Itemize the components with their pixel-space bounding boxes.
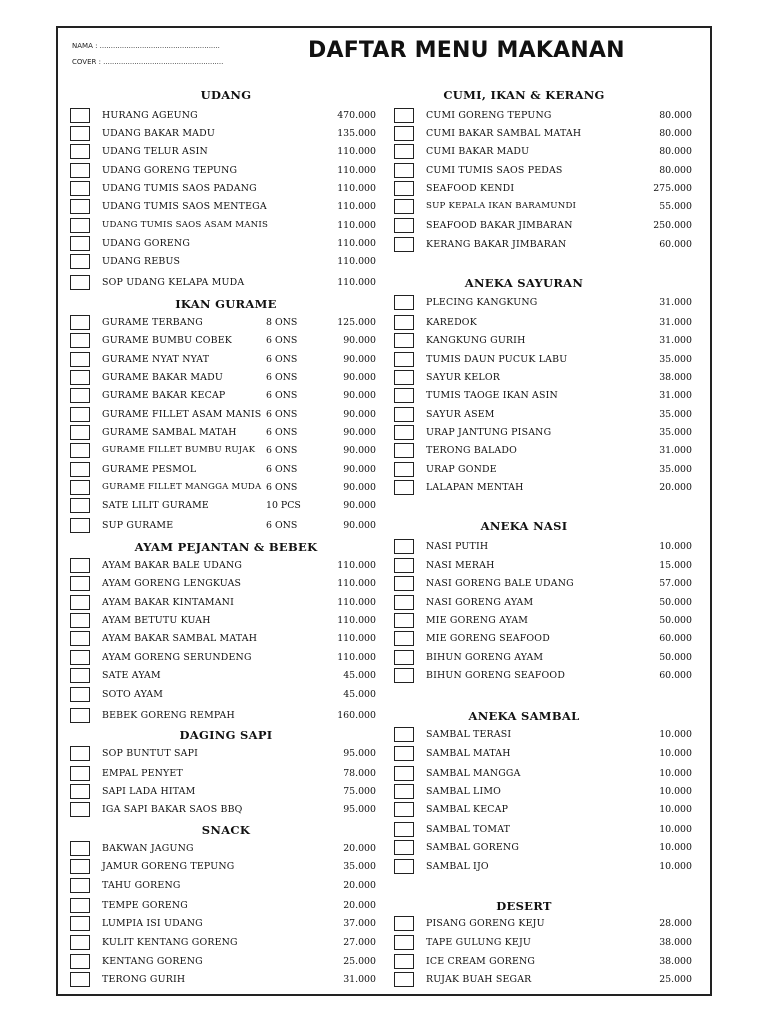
item-portion: 6 ONS [266, 335, 298, 346]
item-name: UDANG GORENG TEPUNG [102, 165, 238, 176]
menu-item [0, 843, 768, 859]
order-checkbox[interactable] [394, 916, 414, 931]
order-checkbox[interactable] [394, 802, 414, 817]
item-price: 10.000 [659, 861, 692, 872]
item-name: SATE AYAM [102, 670, 161, 681]
item-name: GURAME BUMBU COBEK [102, 335, 232, 346]
section-title: UDANG [200, 88, 252, 102]
menu-item [0, 298, 768, 314]
menu-item [0, 391, 768, 407]
item-price: 80.000 [659, 146, 692, 157]
item-name: SAPI LADA HITAM [102, 786, 196, 797]
item-price: 470.000 [337, 110, 376, 121]
menu-item [0, 111, 768, 127]
item-name: MIE GORENG AYAM [426, 615, 529, 626]
order-checkbox[interactable] [394, 126, 414, 141]
menu-item [0, 147, 768, 163]
order-checkbox[interactable] [394, 181, 414, 196]
menu-item [0, 579, 768, 595]
menu-item [0, 769, 768, 785]
item-name: TUMIS TAOGE IKAN ASIN [426, 390, 558, 401]
item-name: SEAFOOD KENDI [426, 183, 515, 194]
item-name: SAMBAL TERASI [426, 729, 512, 740]
order-checkbox[interactable] [394, 650, 414, 665]
item-name: LALAPAN MENTAH [426, 482, 524, 493]
cover-field-label: COVER : ...................................................... [72, 58, 224, 66]
order-checkbox[interactable] [394, 462, 414, 477]
item-price: 10.000 [659, 824, 692, 835]
item-name: JAMUR GORENG TEPUNG [102, 861, 235, 872]
order-checkbox[interactable] [394, 237, 414, 252]
item-price: 38.000 [659, 937, 692, 948]
item-price: 15.000 [659, 560, 692, 571]
item-portion: 6 ONS [266, 409, 298, 420]
item-name: UDANG GORENG [102, 238, 191, 249]
item-price: 20.000 [343, 880, 376, 891]
item-price: 110.000 [337, 578, 376, 589]
order-checkbox[interactable] [394, 746, 414, 761]
item-name: URAP JANTUNG PISANG [426, 427, 552, 438]
item-portion: 6 ONS [266, 427, 298, 438]
item-portion: 8 ONS [266, 317, 298, 328]
item-price: 10.000 [659, 786, 692, 797]
item-price: 110.000 [337, 615, 376, 626]
order-checkbox[interactable] [394, 480, 414, 495]
item-name: AYAM BAKAR SAMBAL MATAH [102, 633, 258, 644]
item-price: 10.000 [659, 804, 692, 815]
item-portion: 6 ONS [266, 390, 298, 401]
item-name: SAMBAL IJO [426, 861, 489, 872]
item-price: 95.000 [343, 748, 376, 759]
order-checkbox[interactable] [394, 631, 414, 646]
item-portion: 6 ONS [266, 520, 298, 531]
item-price: 20.000 [659, 482, 692, 493]
menu-item [0, 446, 768, 462]
menu-item [0, 730, 768, 746]
order-checkbox[interactable] [70, 687, 90, 702]
section-title: ANEKA SAYURAN [464, 276, 584, 290]
item-price: 110.000 [337, 652, 376, 663]
item-name: AYAM GORENG SERUNDENG [102, 652, 252, 663]
item-name: PLECING KANGKUNG [426, 297, 538, 308]
item-price: 20.000 [343, 900, 376, 911]
item-portion: 10 PCS [266, 500, 301, 511]
item-name: KANGKUNG GURIH [426, 335, 526, 346]
order-checkbox[interactable] [394, 163, 414, 178]
item-name: LUMPIA ISI UDANG [102, 918, 203, 929]
item-name: SOP BUNTUT SAPI [102, 748, 198, 759]
item-price: 35.000 [659, 427, 692, 438]
menu-item [0, 257, 768, 273]
item-price: 31.000 [659, 390, 692, 401]
item-price: 35.000 [659, 464, 692, 475]
item-price: 60.000 [659, 670, 692, 681]
item-name: KAREDOK [426, 317, 477, 328]
item-name: AYAM BAKAR KINTAMANI [102, 597, 234, 608]
order-checkbox[interactable] [394, 108, 414, 123]
item-name: BAKWAN JAGUNG [102, 843, 194, 854]
item-portion: 6 ONS [266, 464, 298, 475]
item-price: 35.000 [343, 861, 376, 872]
section-title: DAGING SAPI [179, 728, 273, 742]
item-price: 25.000 [659, 974, 692, 985]
item-price: 50.000 [659, 615, 692, 626]
order-checkbox[interactable] [394, 972, 414, 987]
item-price: 110.000 [337, 183, 376, 194]
item-price: 90.000 [343, 427, 376, 438]
menu-item [0, 862, 768, 878]
order-checkbox[interactable] [394, 859, 414, 874]
item-name: TEMPE GORENG [102, 900, 188, 911]
menu-item [0, 919, 768, 935]
item-portion: 6 ONS [266, 482, 298, 493]
menu-item [0, 542, 768, 558]
item-name: SUP GURAME [102, 520, 174, 531]
menu-item [0, 938, 768, 954]
section-title: AYAM PEJANTAN & BEBEK [134, 540, 318, 554]
item-price: 50.000 [659, 652, 692, 663]
menu-item [0, 561, 768, 577]
item-name: NASI GORENG AYAM [426, 597, 534, 608]
menu-item [0, 957, 768, 973]
item-price: 37.000 [343, 918, 376, 929]
item-name: TERONG GURIH [102, 974, 186, 985]
item-price: 90.000 [343, 445, 376, 456]
item-name: SAMBAL MANGGA [426, 768, 521, 779]
item-name: URAP GONDE [426, 464, 497, 475]
item-price: 45.000 [343, 689, 376, 700]
item-price: 160.000 [337, 710, 376, 721]
section-title: IKAN GURAME [175, 297, 277, 311]
item-name: NASI PUTIH [426, 541, 489, 552]
item-name: TAHU GORENG [102, 880, 181, 891]
item-name: UDANG TUMIS SAOS MENTEGA [102, 201, 267, 212]
item-price: 110.000 [337, 597, 376, 608]
item-name: GURAME SAMBAL MATAH [102, 427, 237, 438]
item-portion: 6 ONS [266, 445, 298, 456]
item-price: 80.000 [659, 110, 692, 121]
order-checkbox[interactable] [70, 498, 90, 513]
order-checkbox[interactable] [394, 388, 414, 403]
item-price: 10.000 [659, 768, 692, 779]
item-portion: 6 ONS [266, 372, 298, 383]
item-name: CUMI BAKAR SAMBAL MATAH [426, 128, 582, 139]
item-name: GURAME TERBANG [102, 317, 203, 328]
item-name: GURAME NYAT NYAT [102, 354, 210, 365]
item-name: NASI MERAH [426, 560, 495, 571]
item-price: 80.000 [659, 165, 692, 176]
item-name: MIE GORENG SEAFOOD [426, 633, 550, 644]
order-checkbox[interactable] [394, 443, 414, 458]
section-title: ANEKA NASI [480, 519, 568, 533]
item-price: 55.000 [659, 201, 692, 212]
item-price: 20.000 [343, 843, 376, 854]
menu-item [0, 653, 768, 669]
item-name: SAYUR ASEM [426, 409, 495, 420]
order-checkbox[interactable] [394, 539, 414, 554]
order-checkbox[interactable] [394, 954, 414, 969]
item-name: AYAM BAKAR BALE UDANG [102, 560, 243, 571]
menu-item [0, 634, 768, 650]
order-checkbox[interactable] [394, 784, 414, 799]
item-price: 275.000 [653, 183, 692, 194]
order-checkbox[interactable] [394, 822, 414, 837]
item-name: EMPAL PENYET [102, 768, 183, 779]
item-price: 95.000 [343, 804, 376, 815]
order-checkbox[interactable] [394, 935, 414, 950]
item-price: 60.000 [659, 633, 692, 644]
item-price: 90.000 [343, 520, 376, 531]
item-name: SAMBAL GORENG [426, 842, 520, 853]
item-name: UDANG REBUS [102, 256, 181, 267]
menu-item [0, 598, 768, 614]
menu-item [0, 166, 768, 182]
item-name: CUMI BAKAR MADU [426, 146, 530, 157]
item-name: TERONG BALADO [426, 445, 517, 456]
menu-item [0, 184, 768, 200]
menu-item [0, 129, 768, 145]
item-price: 110.000 [337, 633, 376, 644]
item-name: KERANG BAKAR JIMBARAN [426, 239, 567, 250]
order-checkbox[interactable] [394, 727, 414, 742]
item-name: TUMIS DAUN PUCUK LABU [426, 354, 568, 365]
order-checkbox[interactable] [394, 425, 414, 440]
item-name: TAPE GULUNG KEJU [426, 937, 532, 948]
page-title: DAFTAR MENU MAKANAN [308, 38, 625, 63]
item-price: 10.000 [659, 541, 692, 552]
section-title: CUMI, IKAN & KERANG [443, 88, 605, 102]
item-price: 110.000 [337, 220, 376, 231]
item-price: 110.000 [337, 165, 376, 176]
item-name: UDANG TUMIS SAOS PADANG [102, 183, 257, 194]
menu-item [0, 465, 768, 481]
item-price: 31.000 [343, 974, 376, 985]
item-price: 57.000 [659, 578, 692, 589]
item-price: 90.000 [343, 500, 376, 511]
item-price: 135.000 [337, 128, 376, 139]
order-checkbox[interactable] [394, 315, 414, 330]
item-price: 35.000 [659, 354, 692, 365]
order-checkbox[interactable] [70, 708, 90, 723]
item-name: KENTANG GORENG [102, 956, 203, 967]
item-price: 90.000 [343, 335, 376, 346]
item-name: UDANG BAKAR MADU [102, 128, 215, 139]
item-name: BIHUN GORENG SEAFOOD [426, 670, 566, 681]
order-checkbox[interactable] [394, 218, 414, 233]
item-name: SAMBAL KECAP [426, 804, 509, 815]
section-title: ANEKA SAMBAL [468, 709, 580, 723]
item-name: AYAM BETUTU KUAH [102, 615, 211, 626]
order-checkbox[interactable] [394, 595, 414, 610]
order-checkbox[interactable] [70, 878, 90, 893]
order-checkbox[interactable] [70, 898, 90, 913]
item-name: BIHUN GORENG AYAM [426, 652, 544, 663]
item-price: 90.000 [343, 482, 376, 493]
menu-item [0, 501, 768, 517]
order-checkbox[interactable] [394, 576, 414, 591]
item-price: 45.000 [343, 670, 376, 681]
menu-item [0, 428, 768, 444]
item-price: 110.000 [337, 256, 376, 267]
menu-item [0, 749, 768, 765]
order-checkbox[interactable] [394, 333, 414, 348]
item-name: KULIT KENTANG GORENG [102, 937, 238, 948]
item-price: 25.000 [343, 956, 376, 967]
item-name: RUJAK BUAH SEGAR [426, 974, 532, 985]
menu-item [0, 410, 768, 426]
item-price: 110.000 [337, 201, 376, 212]
order-checkbox[interactable] [394, 295, 414, 310]
menu-item [0, 975, 768, 991]
item-name: HURANG AGEUNG [102, 110, 198, 121]
menu-item [0, 881, 768, 897]
order-checkbox[interactable] [394, 144, 414, 159]
item-price: 90.000 [343, 464, 376, 475]
menu-item [0, 318, 768, 334]
item-price: 80.000 [659, 128, 692, 139]
item-name: SOTO AYAM [102, 689, 164, 700]
order-checkbox[interactable] [70, 518, 90, 533]
item-price: 60.000 [659, 239, 692, 250]
menu-item [0, 690, 768, 706]
item-price: 90.000 [343, 372, 376, 383]
item-name: SUP KEPALA IKAN BARAMUNDI [426, 201, 577, 211]
item-price: 110.000 [337, 238, 376, 249]
menu-item [0, 616, 768, 632]
menu-item [0, 825, 768, 841]
order-checkbox[interactable] [394, 352, 414, 367]
item-name: SATE LILIT GURAME [102, 500, 209, 511]
item-name: SAMBAL TOMAT [426, 824, 511, 835]
item-name: UDANG TUMIS SAOS ASAM MANIS [102, 220, 269, 230]
item-price: 78.000 [343, 768, 376, 779]
item-name: SEAFOOD BAKAR JIMBARAN [426, 220, 573, 231]
menu-item [0, 787, 768, 803]
item-name: SAMBAL LIMO [426, 786, 502, 797]
menu-item [0, 671, 768, 687]
order-checkbox[interactable] [394, 407, 414, 422]
item-name: CUMI TUMIS SAOS PEDAS [426, 165, 563, 176]
order-checkbox[interactable] [394, 766, 414, 781]
item-name: GURAME FILLET ASAM MANIS [102, 409, 262, 420]
item-name: NASI GORENG BALE UDANG [426, 578, 574, 589]
item-name: SAMBAL MATAH [426, 748, 511, 759]
order-checkbox[interactable] [394, 199, 414, 214]
item-price: 125.000 [337, 317, 376, 328]
item-name: PISANG GORENG KEJU [426, 918, 545, 929]
item-name: AYAM GORENG LENGKUAS [102, 578, 242, 589]
item-name: GURAME FILLET MANGGA MUDA [102, 482, 262, 492]
item-price: 50.000 [659, 597, 692, 608]
nama-field-label: NAMA : ...................................................... [72, 42, 220, 50]
menu-item [0, 202, 768, 218]
item-price: 10.000 [659, 842, 692, 853]
item-price: 31.000 [659, 297, 692, 308]
section-title: DESERT [496, 899, 552, 913]
item-price: 75.000 [343, 786, 376, 797]
menu-item [0, 240, 768, 256]
item-price: 250.000 [653, 220, 692, 231]
item-price: 90.000 [343, 354, 376, 365]
item-price: 90.000 [343, 409, 376, 420]
menu-item [0, 805, 768, 821]
order-checkbox[interactable] [70, 254, 90, 269]
item-name: UDANG TELUR ASIN [102, 146, 208, 157]
order-checkbox[interactable] [394, 370, 414, 385]
menu-item [0, 336, 768, 352]
menu-item [0, 221, 768, 237]
menu-item [0, 373, 768, 389]
item-price: 38.000 [659, 372, 692, 383]
item-price: 27.000 [343, 937, 376, 948]
item-name: SAYUR KELOR [426, 372, 500, 383]
item-portion: 6 ONS [266, 354, 298, 365]
item-price: 10.000 [659, 729, 692, 740]
item-price: 110.000 [337, 560, 376, 571]
item-price: 31.000 [659, 335, 692, 346]
item-price: 31.000 [659, 317, 692, 328]
order-checkbox[interactable] [394, 613, 414, 628]
item-price: 38.000 [659, 956, 692, 967]
order-checkbox[interactable] [394, 840, 414, 855]
order-checkbox[interactable] [70, 275, 90, 290]
item-name: SOP UDANG KELAPA MUDA [102, 277, 245, 288]
item-name: IGA SAPI BAKAR SAOS BBQ [102, 804, 243, 815]
item-price: 90.000 [343, 390, 376, 401]
item-name: GURAME BAKAR KECAP [102, 390, 226, 401]
item-name: GURAME PESMOL [102, 464, 197, 475]
menu-item [0, 483, 768, 499]
item-price: 10.000 [659, 748, 692, 759]
item-name: GURAME FILLET BUMBU RUJAK [102, 445, 256, 455]
item-name: BEBEK GORENG REMPAH [102, 710, 235, 721]
item-price: 31.000 [659, 445, 692, 456]
item-price: 28.000 [659, 918, 692, 929]
item-price: 110.000 [337, 146, 376, 157]
section-title: SNACK [201, 823, 251, 837]
item-name: GURAME BAKAR MADU [102, 372, 223, 383]
item-price: 110.000 [337, 277, 376, 288]
order-checkbox[interactable] [394, 558, 414, 573]
item-name: ICE CREAM GORENG [426, 956, 536, 967]
item-name: CUMI GORENG TEPUNG [426, 110, 552, 121]
item-price: 35.000 [659, 409, 692, 420]
order-checkbox[interactable] [394, 668, 414, 683]
menu-item [0, 355, 768, 371]
